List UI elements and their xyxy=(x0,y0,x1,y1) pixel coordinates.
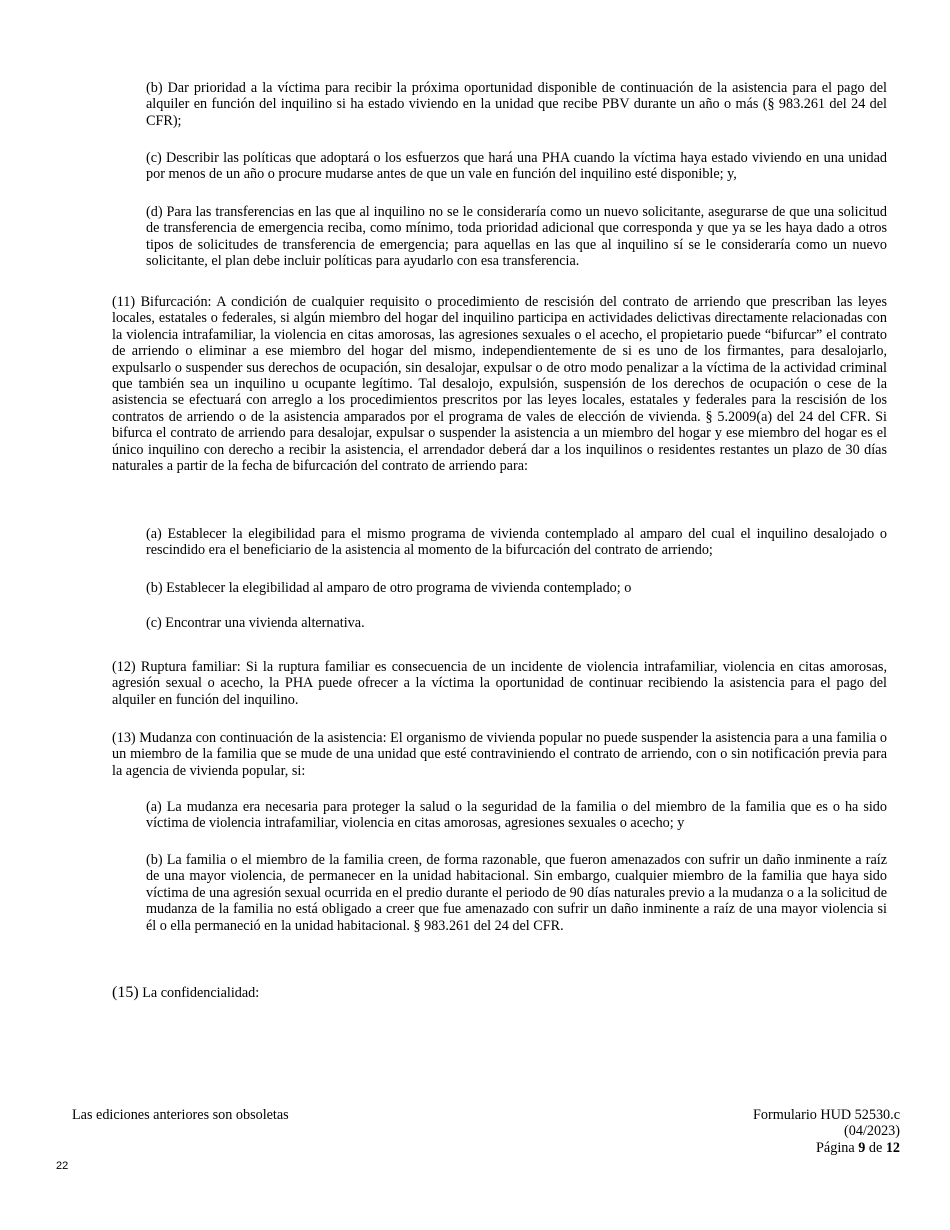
footer-form-number: Formulario HUD 52530.c xyxy=(753,1107,900,1123)
footer-form-date: (04/2023) xyxy=(844,1123,900,1140)
page-current: 9 xyxy=(858,1139,866,1156)
paragraph-12-ruptura-familiar: (12) Ruptura familiar: Si la ruptura familiar es consecuencia de un incidente de violencia intrafamiliar, violencia en citas amorosas, agresión sexual o acecho, la PHA puede ofrecer a la víctima la oportunidad de continuar recibiendo la asistencia para el pago del alquiler en función del inquilino. xyxy=(112,659,887,708)
paragraph-15-text: La confidencialidad: xyxy=(142,985,260,1001)
paragraph-15-confidencialidad xyxy=(112,985,887,1001)
page-marker: 22 xyxy=(56,1160,69,1172)
paragraph-10d: (d) Para las transferencias en las que al inquilino no se le consideraría como un nuevo solicitante, asegurarse de que una solicitud de transferencia de emergencia reciba, como mínimo, toda prioridad adicional que corresponda y que ya se les haya dado a otros tipos de solicitudes de transferencia de emergencia; para aquellas en las que al inquilino sí se le consideraría como un nuevo solicitante, el plan debe incluir políticas para ayudarlo con esa transferencia. xyxy=(146,204,887,270)
page-of: de xyxy=(868,1139,883,1156)
page-label: Página xyxy=(816,1139,855,1156)
paragraph-11a: (a) Establecer la elegibilidad para el mismo programa de vivienda contemplado al amparo del cual el inquilino desalojado o rescindido era el beneficiario de la asistencia al momento de la bifurcación del contrato de arriendo; xyxy=(146,526,887,559)
paragraph-10b: (b) Dar prioridad a la víctima para recibir la próxima oportunidad disponible de continuación de la asistencia para el pago del alquiler en función del inquilino si ha estado viviendo en la unidad que recibe PBV durante un año o más (§ 983.261 del 24 del CFR); xyxy=(146,80,887,129)
footer-obsolete-notice: Las ediciones anteriores son obsoletas xyxy=(72,1107,289,1123)
page-total: 12 xyxy=(885,1139,900,1156)
paragraph-10c: (c) Describir las políticas que adoptará o los esfuerzos que hará una PHA cuando la víctima haya estado viviendo en una unidad por menos de un año o procure mudarse antes de que un vale en función del inquilino esté disponible; y, xyxy=(146,150,887,183)
paragraph-15-number: (15) xyxy=(112,984,139,1001)
paragraph-11c: (c) Encontrar una vivienda alternativa. xyxy=(146,615,365,631)
paragraph-11-bifurcacion: (11) Bifurcación: A condición de cualquier requisito o procedimiento de rescisión del contrato de arriendo que prescriban las leyes locales, estatales o federales, si algún miembro del hogar del inquilino participa en actividades delictivas directamente relacionadas con la violencia intrafamiliar, la violencia en citas amorosas, las agresiones sexuales o el acecho, el propietario puede “bifurcar” el contrato de arriendo o eliminar a ese miembro del hogar del mismo, independientemente de si es uno de los firmantes, para desalojarlo, expulsarlo o suspender sus derechos de ocupación, sin desalojar, expulsar o de otro modo penalizar a la víctima de la actividad criminal que también sea un inquilino u ocupante legítimo. Tal desalojo, expulsión, suspensión de los derechos de ocupación o cese de la asistencia se efectuará con arreglo a los procedimientos prescritos por las leyes locales, estatales y federales para la rescisión de los contratos de arriendo o de la asistencia amparados por el programa de vales de elección de vivienda. § 5.2009(a) del 24 del CFR. Si bifurca el contrato de arriendo para desalojar, expulsar o suspender la asistencia a un miembro del hogar y ese miembro del hogar es el único inquilino con derecho a recibir la asistencia, el arrendador deberá dar a los inquilinos o residentes restantes un plazo de 30 días naturales a partir de la fecha de bifurcación del contrato de arriendo para: xyxy=(112,294,887,475)
paragraph-13b: (b) La familia o el miembro de la familia creen, de forma razonable, que fueron amenazados con sufrir un daño inminente a raíz de una mayor violencia, de permanecer en la unidad habitacional. Sin embargo, cualquier miembro de la familia que haya sido víctima de una agresión sexual ocurrida en el predio durante el periodo de 90 días naturales previo a la mudanza o a la solicitud de mudanza de la familia no está obligado a creer que fue amenazado con sufrir un daño inminente a raíz de una mayor violencia si él o ella permaneció en la unidad habitacional. § 983.261 del 24 del CFR. xyxy=(146,852,887,934)
paragraph-13a: (a) La mudanza era necesaria para proteger la salud o la seguridad de la familia o del miembro de la familia que es o ha sido víctima de violencia intrafamiliar, violencia en citas amorosas, agresiones sexuales o acecho; y xyxy=(146,799,887,832)
paragraph-13-mudanza: (13) Mudanza con continuación de la asistencia: El organismo de vivienda popular no puede suspender la asistencia para a una familia o un miembro de la familia que se mude de una unidad que esté contraviniendo el contrato de arriendo, con o sin notificación previa para la agencia de vivienda popular, si: xyxy=(112,730,887,779)
footer-form-info xyxy=(753,1107,900,1156)
footer-page-number xyxy=(753,1140,900,1156)
paragraph-11b: (b) Establecer la elegibilidad al amparo de otro programa de vivienda contemplado; o xyxy=(146,580,632,596)
